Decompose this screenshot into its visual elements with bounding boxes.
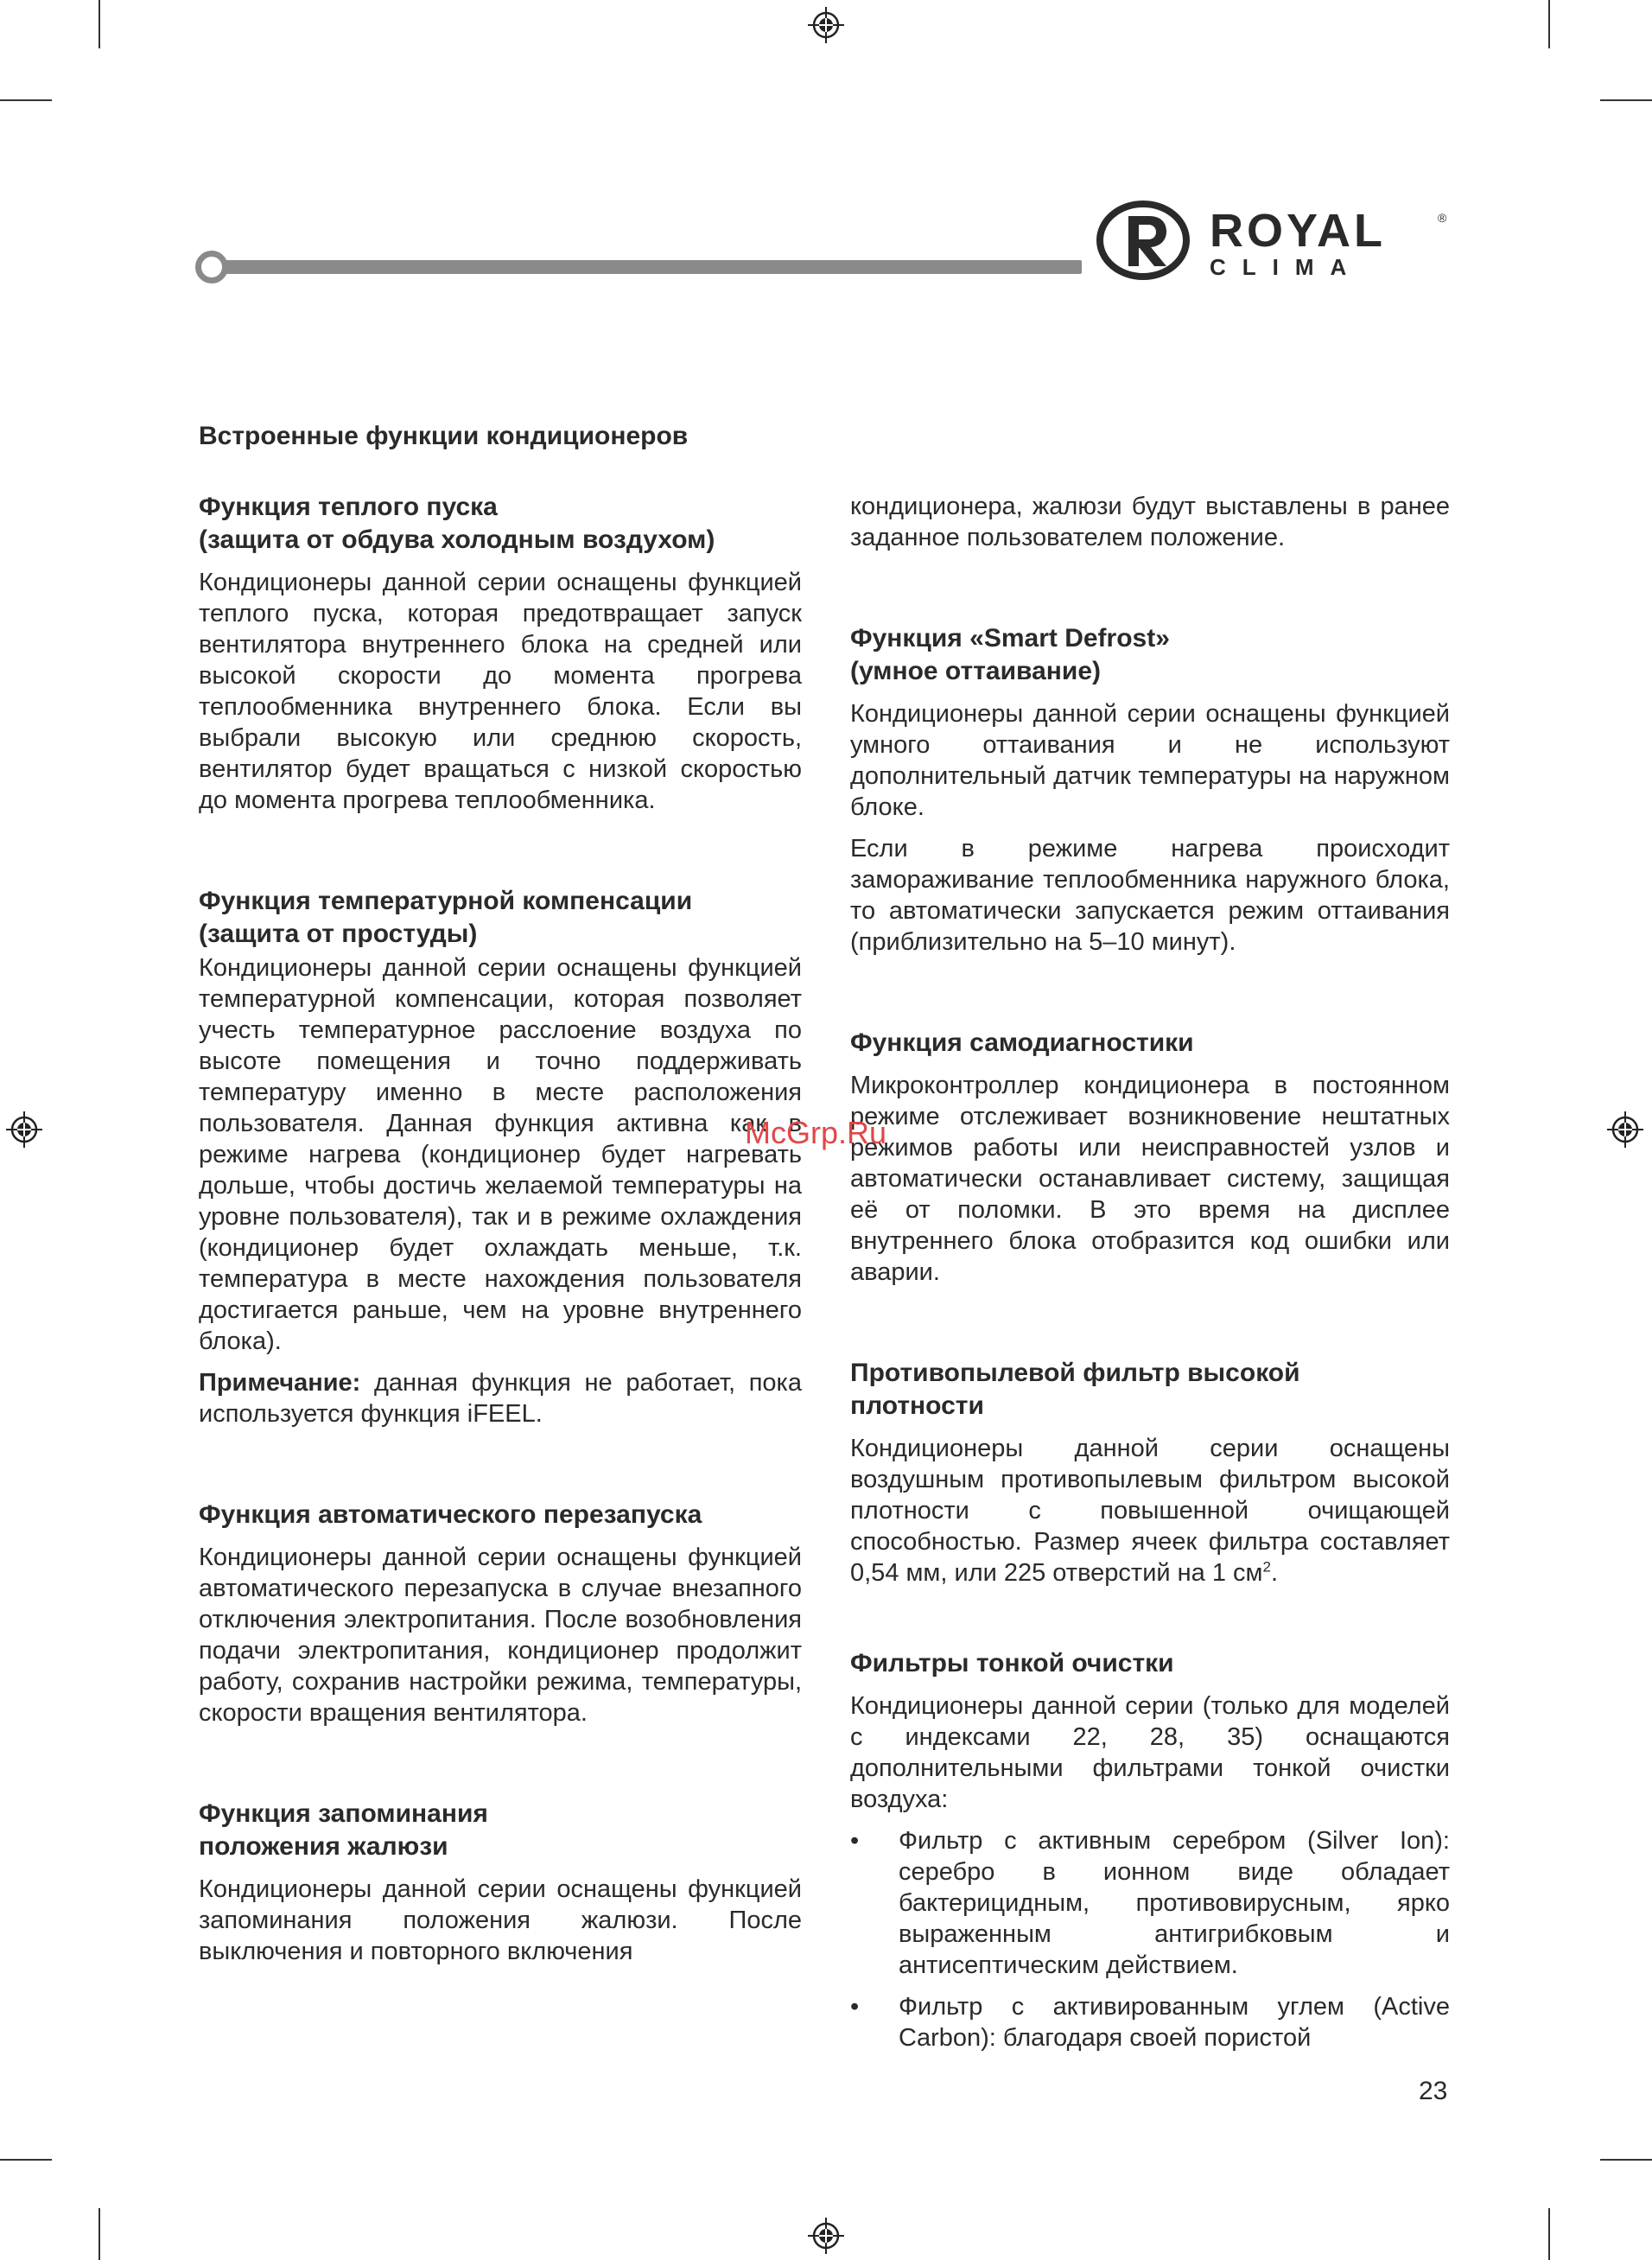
section-title: Противопылевой фильтр высокой плотности — [850, 1359, 1300, 1420]
paragraph: Кондиционеры данной серии оснащены функцией умного оттаивания и не используют дополнительный датчик температуры на наружном блоке. — [850, 700, 1450, 821]
brand-logo — [1096, 197, 1458, 283]
paragraph: Кондиционеры данной серии оснащены функцией температурной компенсации, которая позволяет учесть температурное расслоение воздуха по высоте помещения и точно поддерживать температуру именно в месте расположения пользователя. Данная функция активна как в режиме нагрева (кондиционер будет нагревать дольше, чтобы достичь желаемой температуры на уровне пользователя), так и в режиме охлаждения (кондиционер будет охлаждать меньше, т.к. температура в месте нахождения пользователя достигается раньше, чем на уровне внутреннего блока). — [199, 954, 802, 1355]
crop-mark — [0, 99, 52, 101]
header-rule-ring — [195, 251, 228, 283]
section-title: Функция автоматического перезапуска — [199, 1500, 702, 1529]
paragraph: Кондиционеры данной серии (только для моделей с индексами 22, 28, 35) оснащаются дополнительными фильтрами тонкой очистки воздуха: — [850, 1692, 1450, 1813]
section-title: Фильтры тонкой очистки — [850, 1649, 1174, 1677]
paragraph: кондиционера, жалюзи будут выставлены в ранее заданное пользователем положение. — [850, 493, 1450, 551]
registration-mark-icon — [4, 1110, 44, 1149]
note: Примечание: данная функция не работает, пока используется функция iFEEL. — [199, 1369, 802, 1428]
paragraph: Кондиционеры данной серии оснащены функцией автоматического перезапуска в случае внезапного отключения электропитания. После возобновления подачи электропитания, кондиционер продолжит работу, сохранив настройки режима, температуры, скорости вращения вентилятора. — [199, 1544, 802, 1727]
paragraph: Микроконтроллер кондиционера в постоянном режиме отслеживает возникновение нештатных режимов работы или неисправностей узлов и автоматически останавливает систему, защищая её от поломки. В это время на дисплее внутреннего блока отобразится код ошибки или аварии. — [850, 1072, 1450, 1286]
section-title: Функция самодиагностики — [850, 1028, 1194, 1057]
right-column — [850, 491, 1450, 2064]
section-title: Функция температурной компенсации (защита от простуды) — [199, 887, 693, 948]
bullet-icon: • — [850, 1827, 860, 1855]
crop-mark — [1548, 2208, 1550, 2260]
section-title: Функция теплого пуска (защита от обдува холодным воздухом) — [199, 493, 715, 554]
paragraph: Кондиционеры данной серии оснащены функцией теплого пуска, которая предотвращает запуск вентилятора внутреннего блока на средней или высокой скорости до момента прогрева теплообменника внутреннего блока. Если вы выбрали высокую или среднюю скорость, вентилятор будет вращаться с низкой скоростью до момента прогрева теплообменника. — [199, 569, 802, 814]
registered-mark: ® — [1438, 211, 1447, 225]
registration-mark-icon — [806, 2216, 846, 2256]
bullet-icon: • — [850, 1993, 860, 2021]
list-item: • Фильтр с активированным углем (Active Carbon): благодаря своей пористой — [850, 1993, 1450, 2052]
section-title: Функция запоминания положения жалюзи — [199, 1799, 488, 1861]
crop-mark — [1600, 99, 1652, 101]
note-label: Примечание: — [199, 1369, 361, 1397]
registration-mark-icon — [1605, 1110, 1645, 1149]
crop-mark — [1600, 2159, 1652, 2161]
brand-name: ROYAL — [1210, 205, 1387, 257]
list-item: • Фильтр с активным серебром (Silver Ion): серебро в ионном виде обладает бактерицидным, противовирусным, ярко выраженным антигрибковым и антисептическим действием. — [850, 1827, 1450, 1979]
left-column — [199, 491, 802, 1977]
watermark: McGrp.Ru — [745, 1115, 887, 1150]
page-number: 23 — [1419, 2077, 1448, 2105]
paragraph: Кондиционеры данной серии оснащены воздушным противопылевым фильтром высокой плотности с повышенной очищающей способностью. Размер ячеек фильтра составляет 0,54 мм, или 225 отверстий на 1 $см^2$. — [850, 1435, 1450, 1587]
section-title: Функция «Smart Defrost» (умное оттаивание) — [850, 624, 1170, 685]
crop-mark — [1548, 0, 1550, 48]
royal-clima-r-icon — [1096, 197, 1191, 283]
crop-mark — [0, 2159, 52, 2161]
crop-mark — [98, 2208, 100, 2260]
header-rule — [199, 260, 1082, 274]
crop-mark — [98, 0, 100, 48]
brand-subname: CLIMA — [1210, 254, 1363, 280]
registration-mark-icon — [806, 5, 846, 45]
page-title: Встроенные функции кондиционеров — [199, 422, 689, 450]
paragraph: Кондиционеры данной серии оснащены функцией запоминания положения жалюзи. После выключения и повторного включения — [199, 1875, 802, 1965]
paragraph: Если в режиме нагрева происходит замораживание теплообменника наружного блока, то автоматически запускается режим оттаивания (приблизительно на 5–10 минут). — [850, 835, 1450, 956]
